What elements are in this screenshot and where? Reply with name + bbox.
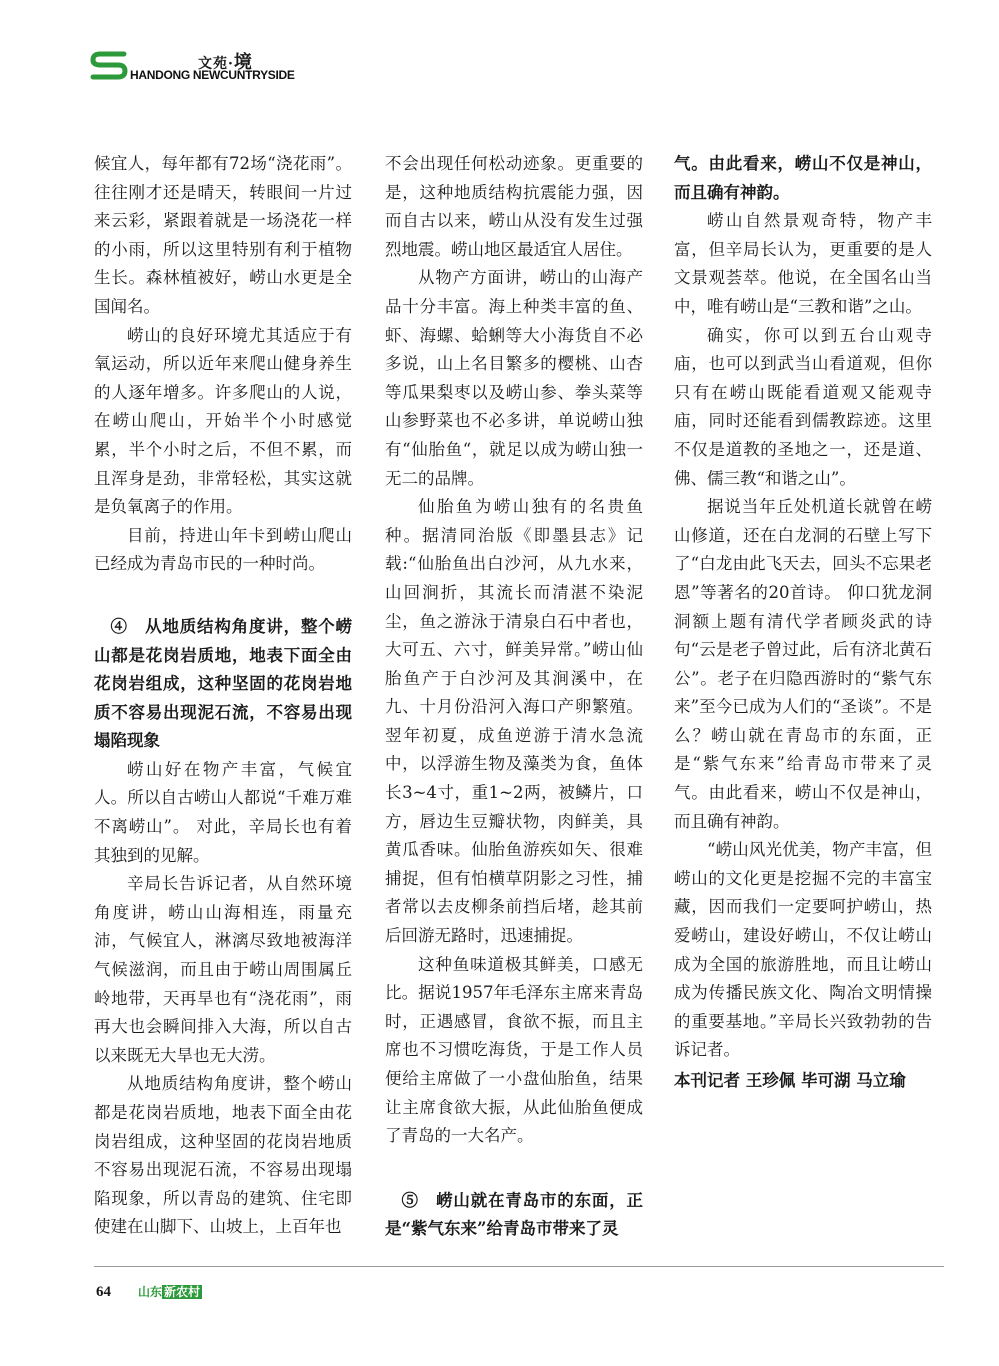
- shandong-s-logo-icon: [90, 50, 128, 80]
- paragraph: 目前，持进山年卡到崂山爬山已经成为青岛市民的一种时尚。: [94, 525, 352, 574]
- paragraph: 确实，你可以到五台山观寺庙，也可以到武当山看道观，但你只有在崂山既能看道观又能观寺庙，同时还能看到儒教踪迹。这里不仅是道教的圣地之一，还是道、佛、儒三教“和谐之山”。: [674, 325, 932, 488]
- paragraph: 从地质结构角度讲，整个崂山都是花岗岩质地，地表下面全由花岗岩组成，这种坚固的花岗岩地质不容易出现泥石流，不容易出现塌陷现象，所以青岛的建筑、住宅即使建在山脚下、山坡上，上百年也: [94, 1074, 352, 1237]
- footer-brand-logo: 山东 新农村: [138, 1285, 201, 1299]
- paragraph: 崂山好在物产丰富，气候宜人。所以自古崂山人都说“千难万难不离崂山”。 对此，辛局长也有着其独到的见解。: [94, 759, 352, 865]
- article-column-3: [674, 150, 932, 1096]
- section-heading: ⑤ 崂山就在青岛市的东面，正是“紫气东来”给青岛市带来了灵: [385, 1190, 643, 1239]
- section-title: 文苑·境: [198, 52, 253, 73]
- paragraph: 仙胎鱼为崂山独有的名贵鱼种。据清同治版《即墨县志》记载:“仙胎鱼出白沙河，从九水来，山回涧折，其流长而清湛不染泥尘，鱼之游泳于清泉白石中者也，大可五、六寸，鲜美异常。”崂山仙胎鱼产于白沙河及其涧溪中，在九、十月份沿河入海口产卵繁殖。翌年初夏，成鱼逆游于清水急流中，以浮游生物及藻类为食，鱼体长3~4寸，重1~2两，被鳞片，口方，唇边生豆瓣状物，肉鲜美，具黄瓜香味。仙胎鱼游疾如矢、很难捕捉，但有怕横草阴影之习性，捕者常以去皮柳条前挡后堵，趁其前后回游无路时，迅速捕捉。: [385, 497, 643, 946]
- paragraph: 崂山自然景观奇特，物产丰富，但辛局长认为，更重要的是人文景观荟萃。他说，在全国名山当中，唯有崂山是“三教和谐”之山。: [674, 211, 932, 316]
- page-number: 64: [96, 1284, 111, 1300]
- paragraph: 据说当年丘处机道长就曾在崂山修道，还在白龙洞的石壁上写下了“白龙由此飞天去，回头不忘果老恩”等著名的20首诗。 仰口犹龙洞洞额上题有清代学者顾炎武的诗句“云是老子曾过此，后有济北黄石公”。老子在归隐西游时的“紫气东来”至今已成为人们的“圣谈”。不是么？崂山就在青岛市的东面，正是“紫气东来”给青岛市带来了灵气。由此看来，崂山不仅是神山，而且确有神韵。: [674, 497, 932, 831]
- footer-rule: [94, 1266, 944, 1267]
- section-heading-continued: 气。由此看来，崂山不仅是神山，而且确有神韵。: [674, 154, 932, 202]
- article-column-1: [94, 150, 352, 1242]
- paragraph: 候宜人，每年都有72场“浇花雨”。往往刚才还是晴天，转眼间一片过来云彩，紧跟着就是一场浇花一样的小雨，所以这里特别有利于植物生长。森林植被好，崂山水更是全国闻名。: [94, 154, 352, 316]
- paragraph: “崂山风光优美，物产丰富，但崂山的文化更是挖掘不完的丰富宝藏，因而我们一定要呵护崂山，热爱崂山，建设好崂山，不仅让崂山成为全国的旅游胜地，而且让崂山成为传播民族文化、陶冶文明情操的重要基地。”辛局长兴致勃勃的告诉记者。: [674, 840, 932, 1060]
- masthead: [90, 42, 310, 92]
- paragraph: 崂山的良好环境尤其适应于有氧运动，所以近年来爬山健身养生的人逐年增多。许多爬山的人说，在崂山爬山，开始半个小时感觉累，半个小时之后，不但不累，而且浑身是劲，非常轻松，其实这就是负氧离子的作用。: [94, 325, 352, 517]
- magazine-subtitle: HANDONG NEWCUNTRYSIDE: [130, 68, 295, 82]
- paragraph: 辛局长告诉记者，从自然环境角度讲，崂山山海相连，雨量充沛，气候宜人，淋漓尽致地被海洋气候滋润，而且由于崂山周围属丘岭地带，天再旱也有“浇花雨”，雨再大也会瞬间排入大海，所以自古以来既无大旱也无大涝。: [94, 874, 352, 1065]
- paragraph: 这种鱼味道极其鲜美，口感无比。据说1957年毛泽东主席来青岛时，正遇感冒，食欲不振，而且主席也不习惯吃海货，于是工作人员便给主席做了一小盘仙胎鱼，结果让主席食欲大振，从此仙胎鱼便成了青岛的一大名产。: [385, 954, 643, 1146]
- byline: 本刊记者 王珍佩 毕可湖 马立瑜: [674, 1071, 906, 1090]
- paragraph: 从物产方面讲，崂山的山海产品十分丰富。海上种类丰富的鱼、虾、海螺、蛤蜊等大小海货自不必多说，山上名目繁多的樱桃、山杏等瓜果梨枣以及崂山参、拳头菜等山参野菜也不必多讲，单说崂山独有“仙胎鱼“，就足以成为崂山独一无二的品牌。: [385, 268, 643, 488]
- paragraph: 不会出现任何松动迹象。更重要的是，这种地质结构抗震能力强，因而自古以来，崂山从没有发生过强烈地震。崂山地区最适宜人居住。: [385, 154, 643, 259]
- article-column-2: [385, 150, 643, 1244]
- section-heading: ④ 从地质结构角度讲，整个崂山都是花岗岩质地，地表下面全由花岗岩组成，这种坚固的花岗岩地质不容易出现泥石流，不容易出现塌陷现象: [94, 616, 352, 751]
